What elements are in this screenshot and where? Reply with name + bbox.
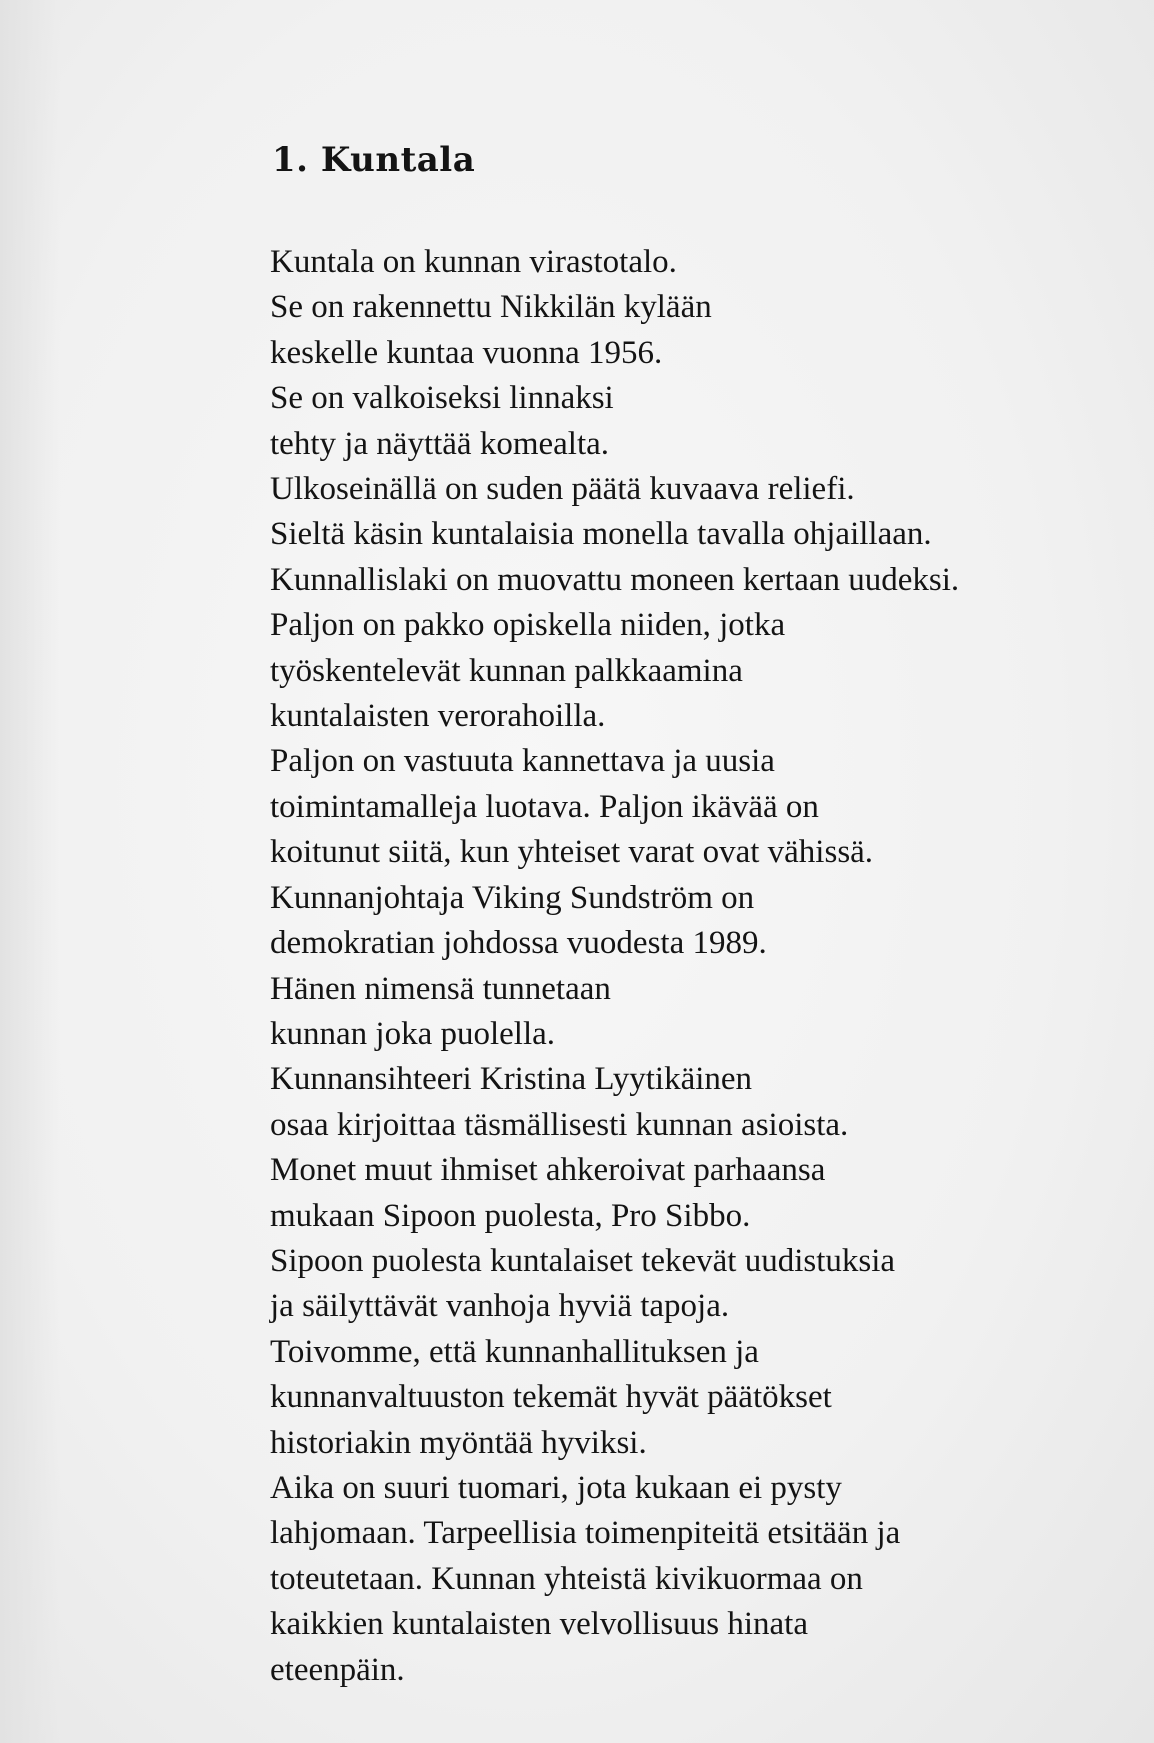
text-line: työskentelevät kunnan palkkaamina (270, 652, 743, 689)
text-line: historiakin myöntää hyviksi. (270, 1424, 647, 1461)
text-line: Paljon on pakko opiskella niiden, jotka (270, 607, 786, 644)
text-line: Sipoon puolesta kuntalaiset tekevät uudistuksia (270, 1242, 896, 1279)
text-line: Se on rakennettu Nikkilän kylään (270, 289, 712, 326)
text-line: kunnan joka puolella. (270, 1015, 556, 1052)
text-line: ja säilyttävät vanhoja hyviä tapoja. (270, 1288, 730, 1325)
body-text (270, 240, 1150, 1693)
text-line: lahjomaan. Tarpeellisia toimenpiteitä etsitään ja (270, 1515, 901, 1552)
text-line: kuntalaisten verorahoilla. (270, 698, 606, 735)
text-line: Kunnanjohtaja Viking Sundström on (270, 879, 755, 916)
text-line: Monet muut ihmiset ahkeroivat parhaansa (270, 1152, 826, 1189)
text-line: mukaan Sipoon puolesta, Pro Sibbo. (270, 1197, 751, 1234)
text-line: eteenpäin. (270, 1651, 405, 1688)
text-line: Kuntala on kunnan virastotalo. (270, 244, 677, 280)
text-line: Paljon on vastuuta kannettava ja uusia (270, 743, 775, 780)
chapter-heading: 1. Kuntala (272, 140, 476, 180)
text-line: kaikkien kuntalaisten velvollisuus hinata (270, 1606, 808, 1643)
page-edge-shadow (0, 0, 60, 1743)
text-line: Ulkoseinällä on suden päätä kuvaava reliefi. (270, 471, 855, 508)
text-line: Hänen nimensä tunnetaan (270, 970, 611, 1007)
text-line: Se on valkoiseksi linnaksi (270, 380, 614, 417)
text-line: Kunnansihteeri Kristina Lyytikäinen (270, 1061, 753, 1098)
text-line: Toivomme, että kunnanhallituksen ja (270, 1333, 759, 1370)
text-line: Sieltä käsin kuntalaisia monella tavalla ohjaillaan. (270, 516, 932, 553)
text-line: keskelle kuntaa vuonna 1956. (270, 334, 663, 371)
text-line: Aika on suuri tuomari, jota kukaan ei pysty (270, 1469, 842, 1506)
text-line: toimintamalleja luotava. Paljon ikävää on (270, 788, 819, 825)
text-line: demokratian johdossa vuodesta 1989. (270, 925, 767, 962)
text-line: kunnanvaltuuston tekemät hyvät päätökset (270, 1379, 832, 1416)
text-line: osaa kirjoittaa täsmällisesti kunnan asioista. (270, 1106, 849, 1143)
text-line: Kunnallislaki on muovattu moneen kertaan uudeksi. (270, 561, 960, 598)
text-line: koitunut siitä, kun yhteiset varat ovat vähissä. (270, 834, 874, 871)
text-line: toteutetaan. Kunnan yhteistä kivikuormaa on (270, 1560, 863, 1597)
text-line: tehty ja näyttää komealta. (270, 425, 610, 462)
